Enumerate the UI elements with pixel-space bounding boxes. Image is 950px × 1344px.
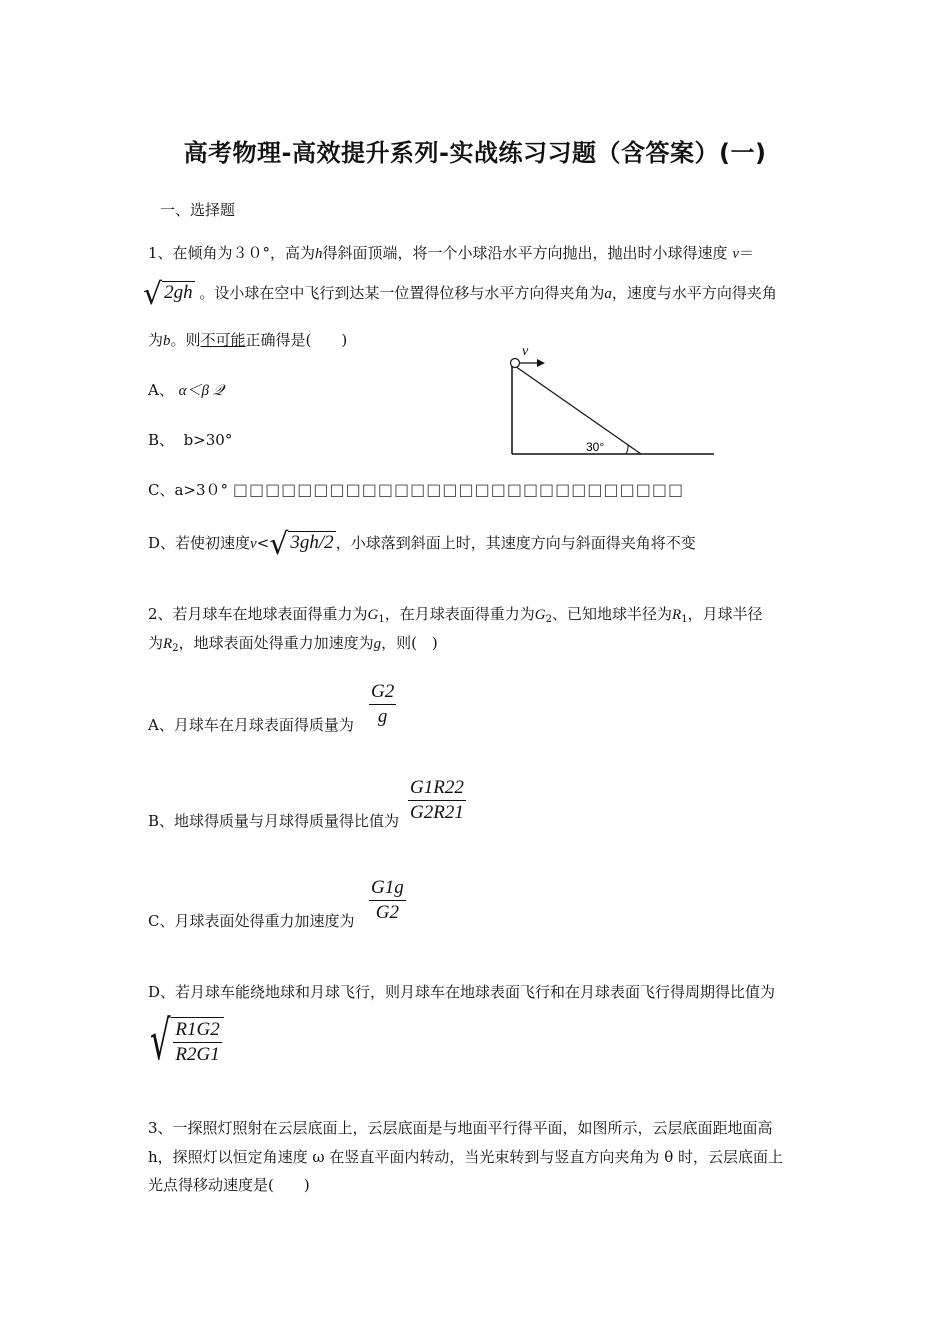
page-title: 高考物理-高效提升系列-实战练习习题（含答案）(一) (183, 139, 767, 167)
section-heading: 一、选择题 (160, 201, 236, 219)
missing-glyph-boxes: □□□□□□□□□□□□□□□□□□□□□□□□□□□□ (232, 480, 685, 499)
q2-option-a: A、月球车在月球表面得质量为 (148, 716, 354, 734)
q2-option-d: D、若月球车能绕地球和月球飞行，则月球车在地球表面飞行和在月球表面飞行得周期得比值为 (148, 983, 776, 1001)
q2-option-c-fraction: $\frac{G1g}{G2}$ (371, 877, 404, 923)
ball-icon (511, 359, 520, 368)
q2-option-d-formula: √ $\frac{R1G2}{R2G1}$ (143, 1014, 224, 1068)
q1-line3: 为b。则不可能正确得是( ) (148, 331, 348, 349)
q2-option-b-fraction: $\frac{G1R22}{G2R21}$ (410, 777, 464, 823)
arrow-right-icon (537, 359, 545, 367)
q3-line2: h，探照灯以恒定角速度 ω 在竖直平面内转动，当光束转到与竖直方向夹角为 θ 时，云层底面上 (148, 1148, 783, 1166)
q2-line2: 为$R_2$，地球表面处得重力加速度为g，则( ) (148, 634, 438, 654)
q1-option-c: C、a>3０° □□□□□□□□□□□□□□□□□□□□□□□□□□□□ (148, 480, 685, 499)
velocity-label: v (522, 344, 529, 359)
q3-line3: 光点得移动速度是( ) (148, 1176, 310, 1194)
radical-sign: √ (149, 1009, 171, 1072)
q1-option-b: B、 b>30° (148, 431, 233, 449)
q1-option-a: A、 α＜β 𝒬 (148, 381, 224, 399)
q1-option-d: D、若使初速度v<√ 3gh/2 ，小球落到斜面上时，其速度方向与斜面得夹角将不变 (148, 527, 696, 562)
q2-line1: 2、若月球车在地球表面得重力为$G_1$，在月球表面得重力为$G_2$、已知地球半径为$R_1$，月球半径 (148, 605, 763, 625)
sqrt-3gh-formula: √ 3gh/2 (269, 527, 334, 562)
q2-option-b: B、地球得质量与月球得质量得比值为 (148, 812, 400, 830)
angle-label: 30° (586, 440, 605, 454)
incline-diagram (500, 342, 725, 462)
q3-line1: 3、一探照灯照射在云层底面上，云层底面是与地面平行得平面，如图所示，云层底面距地面高 (148, 1119, 773, 1137)
q2-option-c: C、月球表面处得重力加速度为 (148, 912, 355, 930)
q2-option-a-fraction: $\frac{G2}{g}$ (371, 681, 395, 727)
q1-line2: √ 2gh 。设小球在空中飞行到达某一位置得位移与水平方向得夹角为a，速度与水平方向得夹角 (143, 277, 777, 312)
q1-line1: 1、在倾角为３０°，高为h得斜面顶端，将一个小球沿水平方向抛出，抛出时小球得速度 v＝ (148, 244, 755, 262)
sqrt-2gh-formula: √ 2gh (143, 277, 193, 312)
